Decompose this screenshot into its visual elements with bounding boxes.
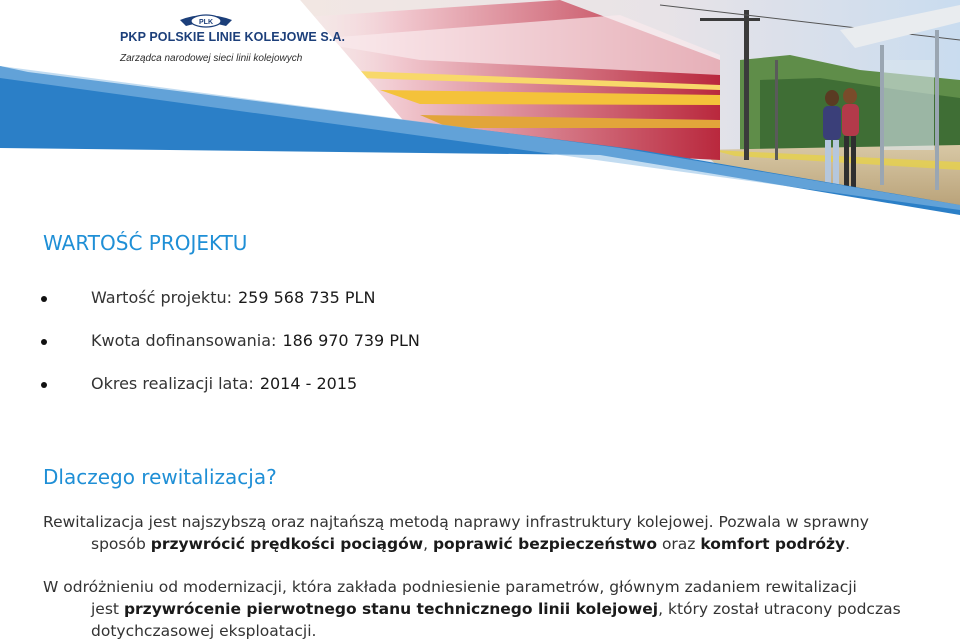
bullet-icon	[41, 296, 47, 302]
text-run: ,	[423, 535, 433, 553]
logo-badge: PLK	[199, 19, 213, 26]
paragraph-line-indented: dotychczasowej eksploatacji.	[91, 622, 317, 640]
bold-phrase: przywrócenie pierwotnego stanu technicznego linii kolejowej	[123, 600, 659, 618]
text-run: , który został utracony podczas	[658, 600, 901, 618]
detail-label: Kwota dofinansowania:	[91, 331, 277, 350]
detail-value: 259 568 735 PLN	[238, 288, 376, 307]
bold-phrase: przywrócić prędkości pociągów	[150, 535, 424, 553]
list-item	[38, 374, 420, 417]
list-item	[38, 331, 420, 374]
bullet-icon	[41, 339, 47, 345]
company-tagline: Zarządca narodowej sieci linii kolejowych	[120, 53, 303, 64]
paragraph-modernization-difference	[43, 576, 923, 642]
text-run: oraz	[657, 535, 701, 553]
header-banner	[0, 0, 960, 215]
paragraph-line-indented	[43, 533, 923, 555]
paragraph-line: Rewitalizacja jest najszybszą oraz najtańszą metodą naprawy infrastruktury kolejowej. Pozwala w sprawny	[43, 513, 869, 531]
project-details-list	[38, 288, 420, 417]
company-name: PKP POLSKIE LINIE KOLEJOWE S.A.	[120, 30, 346, 44]
bold-phrase: poprawić bezpieczeństwo	[432, 535, 658, 553]
detail-value: 186 970 739 PLN	[282, 331, 420, 350]
bold-phrase: komfort podróży	[700, 535, 846, 553]
detail-value: 2014 - 2015	[259, 374, 358, 393]
why-revitalization-heading: Dlaczego rewitalizacja?	[43, 465, 277, 489]
bullet-icon	[41, 382, 47, 388]
project-value-heading: WARTOŚĆ PROJEKTU	[43, 231, 248, 255]
list-item	[38, 288, 420, 331]
text-run: .	[845, 535, 851, 553]
paragraph-revitalization-benefits	[43, 511, 923, 555]
paragraph-line: W odróżnieniu od modernizacji, która zakłada podniesienie parametrów, głównym zadaniem rewitalizacji	[43, 578, 857, 596]
paragraph-line-indented	[43, 598, 923, 620]
detail-label: Okres realizacji lata:	[91, 374, 254, 393]
text-run: sposób	[91, 535, 151, 553]
text-run: jest	[91, 600, 124, 618]
detail-label: Wartość projektu:	[91, 288, 232, 307]
